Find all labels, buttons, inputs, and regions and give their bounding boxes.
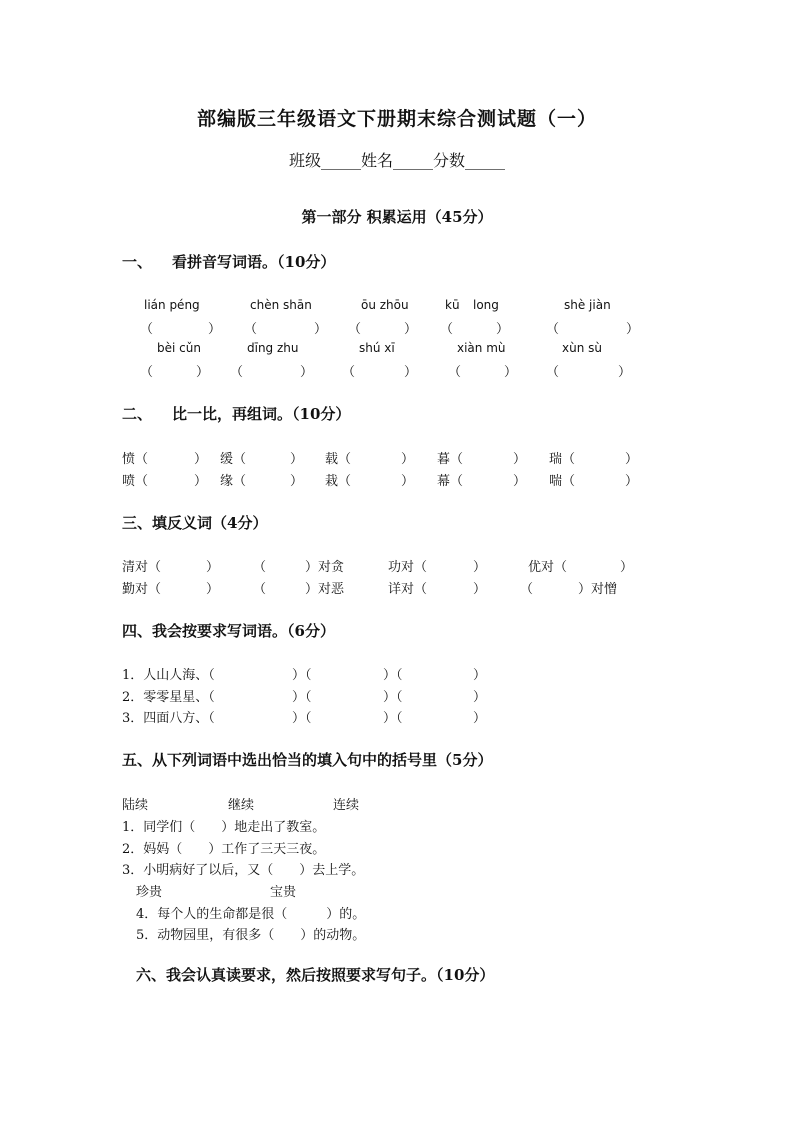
fill-sentence[interactable]: 4．每个人的生命都是很（ ）的。 bbox=[136, 907, 366, 922]
word-choice: 陆续 bbox=[122, 798, 149, 813]
antonym-item[interactable]: 优对（ bbox=[528, 560, 568, 575]
word-pattern-mid[interactable]: ）（ bbox=[383, 668, 403, 683]
antonym-open[interactable]: （ bbox=[253, 582, 267, 597]
answer-blank-close: ） bbox=[504, 365, 518, 380]
fill-sentence[interactable]: 3．小明病好了以后，又（ ）去上学。 bbox=[122, 863, 365, 878]
word-pattern-mid[interactable]: ）（ bbox=[383, 690, 403, 705]
antonym-item[interactable]: 详对（ bbox=[388, 582, 428, 597]
fill-sentence[interactable]: 5．动物园里，有很多（ ）的动物。 bbox=[136, 928, 366, 943]
compare-item[interactable]: 载（ bbox=[325, 452, 352, 467]
answer-blank-close: ） bbox=[300, 365, 314, 380]
antonym-open[interactable]: （ bbox=[253, 560, 267, 575]
compare-item[interactable]: 幕（ bbox=[437, 474, 464, 489]
pinyin-4b: long bbox=[473, 298, 499, 312]
word-pattern-mid[interactable]: ）（ bbox=[292, 690, 312, 705]
antonym-item[interactable]: 勤对（ bbox=[122, 582, 162, 597]
antonym-item[interactable]: 清对（ bbox=[122, 560, 162, 575]
answer-blank-close: ） bbox=[314, 322, 328, 337]
section-5-heading: 五、从下列词语中选出恰当的填入句中的括号里（5分） bbox=[122, 751, 493, 769]
word-choice: 珍贵 bbox=[136, 885, 163, 900]
pinyin-7: dīng zhu bbox=[247, 341, 299, 355]
answer-blank-open[interactable]: （ bbox=[342, 365, 356, 380]
answer-blank-close: ） bbox=[496, 322, 510, 337]
pinyin-2: chèn shān bbox=[250, 298, 312, 312]
pinyin-1: lián péng bbox=[144, 298, 200, 312]
antonym-item[interactable]: 功对（ bbox=[388, 560, 428, 575]
compare-close: ） bbox=[513, 474, 527, 489]
pinyin-4a: kū bbox=[445, 298, 460, 312]
word-pattern-item[interactable]: 1．人山人海、（ bbox=[122, 668, 215, 683]
word-pattern-mid[interactable]: ）（ bbox=[383, 711, 403, 726]
compare-close: ） bbox=[194, 452, 208, 467]
pinyin-9: xiàn mù bbox=[457, 341, 506, 355]
compare-item[interactable]: 暮（ bbox=[437, 452, 464, 467]
answer-blank-open[interactable]: （ bbox=[546, 322, 560, 337]
antonym-item: ）对憎 bbox=[578, 582, 618, 597]
answer-blank-close: ） bbox=[196, 365, 210, 380]
compare-close: ） bbox=[625, 452, 639, 467]
word-pattern-item[interactable]: 3．四面八方、（ bbox=[122, 711, 215, 726]
compare-item[interactable]: 喷（ bbox=[122, 474, 149, 489]
answer-blank-open[interactable]: （ bbox=[546, 365, 560, 380]
section-6-heading: 六、我会认真读要求，然后按照要求写句子。（10分） bbox=[136, 966, 495, 984]
antonym-item: ）对恶 bbox=[305, 582, 345, 597]
compare-item[interactable]: 栽（ bbox=[325, 474, 352, 489]
page-title: 部编版三年级语文下册期末综合测试题（一） bbox=[196, 108, 597, 130]
section-3-heading: 三、填反义词（4分） bbox=[122, 514, 268, 532]
compare-item[interactable]: 缘（ bbox=[220, 474, 247, 489]
answer-blank-open[interactable]: （ bbox=[440, 322, 454, 337]
answer-blank-close: ） bbox=[404, 322, 418, 337]
antonym-close: ） bbox=[206, 560, 220, 575]
section-2-number: 二、 bbox=[122, 405, 153, 423]
answer-blank-open[interactable]: （ bbox=[348, 322, 362, 337]
antonym-close: ） bbox=[620, 560, 634, 575]
pinyin-5: shè jiàn bbox=[564, 298, 611, 312]
answer-blank-open[interactable]: （ bbox=[230, 365, 244, 380]
word-pattern-end: ） bbox=[473, 668, 487, 683]
answer-blank-open[interactable]: （ bbox=[140, 322, 154, 337]
answer-blank-open[interactable]: （ bbox=[244, 322, 258, 337]
section-4-heading: 四、我会按要求写词语。（6分） bbox=[122, 622, 335, 640]
compare-close: ） bbox=[290, 474, 304, 489]
compare-close: ） bbox=[290, 452, 304, 467]
fill-sentence[interactable]: 1．同学们（ ）地走出了教室。 bbox=[122, 820, 326, 835]
compare-close: ） bbox=[401, 452, 415, 467]
word-choice: 宝贵 bbox=[270, 885, 297, 900]
answer-blank-open[interactable]: （ bbox=[140, 365, 154, 380]
pinyin-6: bèi cǔn bbox=[157, 341, 201, 355]
compare-close: ） bbox=[401, 474, 415, 489]
pinyin-10: xùn sù bbox=[562, 341, 602, 355]
answer-blank-close: ） bbox=[626, 322, 640, 337]
compare-item[interactable]: 喘（ bbox=[549, 474, 576, 489]
compare-item[interactable]: 愤（ bbox=[122, 452, 149, 467]
word-choice: 连续 bbox=[333, 798, 360, 813]
word-pattern-mid[interactable]: ）（ bbox=[292, 711, 312, 726]
compare-item[interactable]: 缓（ bbox=[220, 452, 247, 467]
answer-blank-close: ） bbox=[618, 365, 632, 380]
word-pattern-end: ） bbox=[473, 711, 487, 726]
answer-blank-open[interactable]: （ bbox=[448, 365, 462, 380]
antonym-open[interactable]: （ bbox=[520, 582, 534, 597]
section-1-heading: 看拼音写词语。（10分） bbox=[172, 253, 336, 271]
compare-close: ） bbox=[194, 474, 208, 489]
word-pattern-item[interactable]: 2．零零星星、（ bbox=[122, 690, 215, 705]
compare-item[interactable]: 瑞（ bbox=[549, 452, 576, 467]
pinyin-8: shú xī bbox=[359, 341, 395, 355]
section-2-heading: 比一比，再组词。（10分） bbox=[172, 405, 351, 423]
antonym-close: ） bbox=[473, 582, 487, 597]
antonym-close: ） bbox=[473, 560, 487, 575]
part-one-heading: 第一部分 积累运用（45分） bbox=[301, 208, 493, 226]
compare-close: ） bbox=[625, 474, 639, 489]
student-info-line: 班级_____姓名_____分数_____ bbox=[288, 151, 505, 170]
answer-blank-close: ） bbox=[404, 365, 418, 380]
compare-close: ） bbox=[513, 452, 527, 467]
answer-blank-close: ） bbox=[208, 322, 222, 337]
word-pattern-end: ） bbox=[473, 690, 487, 705]
word-pattern-mid[interactable]: ）（ bbox=[292, 668, 312, 683]
section-1-number: 一、 bbox=[122, 253, 153, 271]
antonym-item: ）对贪 bbox=[305, 560, 345, 575]
word-choice: 继续 bbox=[228, 798, 255, 813]
fill-sentence[interactable]: 2．妈妈（ ）工作了三天三夜。 bbox=[122, 842, 326, 857]
pinyin-3: ōu zhōu bbox=[361, 298, 409, 312]
antonym-close: ） bbox=[206, 582, 220, 597]
